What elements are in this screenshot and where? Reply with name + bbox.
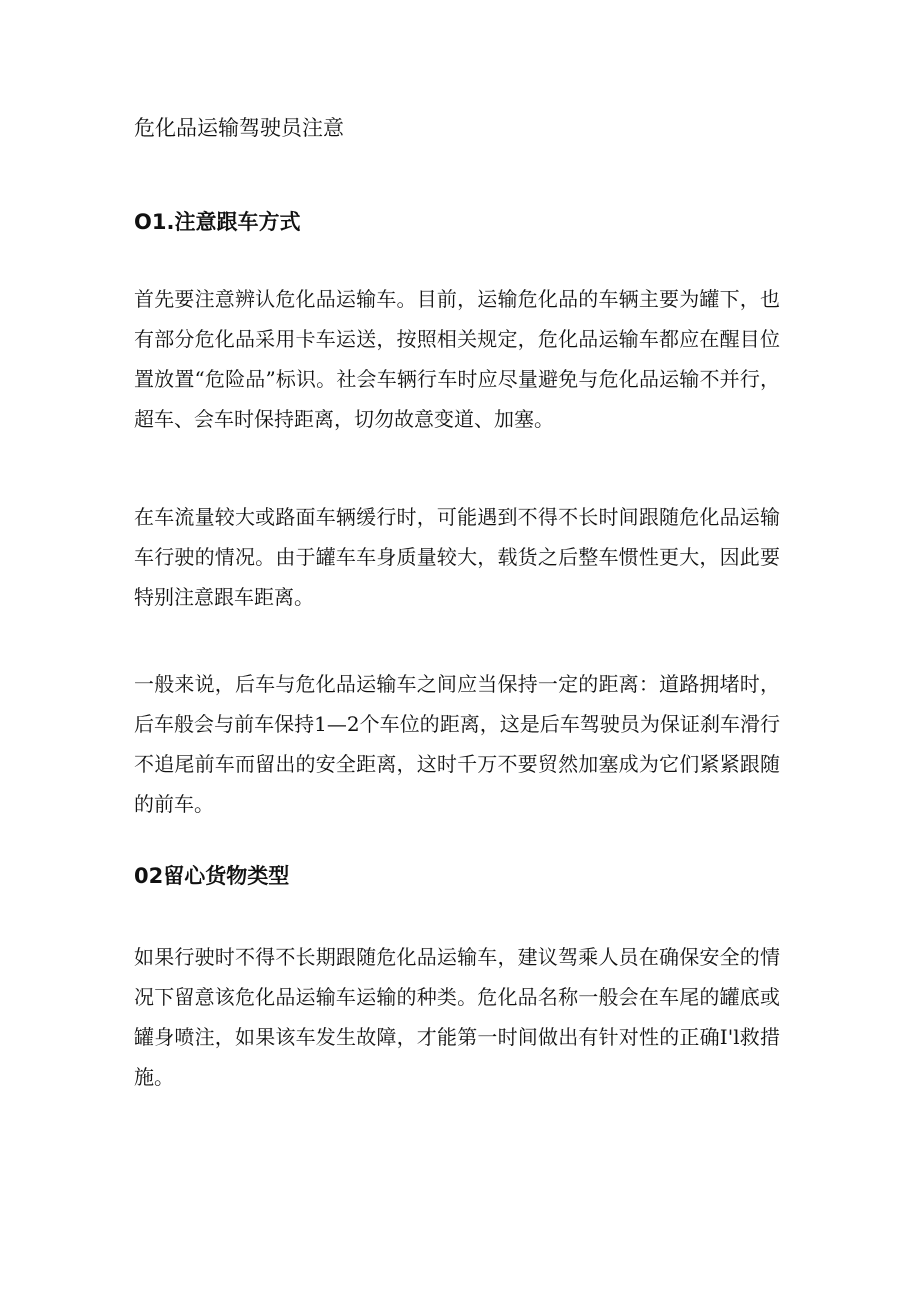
paragraph-identify-vehicle: 首先要注意辨认危化品运输车。目前，运输危化品的车辆主要为罐下，也有部分危化品采用卡车运送，按照相关规定，危化品运输车都应在醒目位置放置“危险品”标识。社会车辆行车时应尽量避免与危化品运输不并行，超车、会车时保持距离，切勿故意变道、加塞。 [134,287,780,431]
section-heading-cargo-type: 02留心货物类型 [134,864,290,888]
paragraph-following-conditions: 在车流量较大或路面车辆缓行时，可能遇到不得不长时间跟随危化品运输车行驶的情况。由于罐车车身质量较大，载货之后整车惯性更大，因此要特别注意跟车距离。 [134,505,780,609]
document-title: 危化品运输驾驶员注意 [134,116,344,140]
paragraph-cargo-identification: 如果行驶时不得不长期跟随危化品运输车，建议驾乘人员在确保安全的情况下留意该危化品运输车运输的种类。危化品名称一般会在车尾的罐底或罐身喷注，如果该车发生故障，才能第一时间做出有针对性的正确I'l救措施。 [134,945,780,1089]
section-heading-following-distance: O1.注意跟车方式 [134,210,301,234]
paragraph-safe-distance: 一般来说，后车与危化品运输车之间应当保持一定的距离：道路拥堵时，后车般会与前车保持1—2个车位的距离，这是后车驾驶员为保证刹车滑行不追尾前车而留出的安全距离，这时千万不要贸然加塞成为它们紧紧跟随的前车。 [134,672,780,816]
